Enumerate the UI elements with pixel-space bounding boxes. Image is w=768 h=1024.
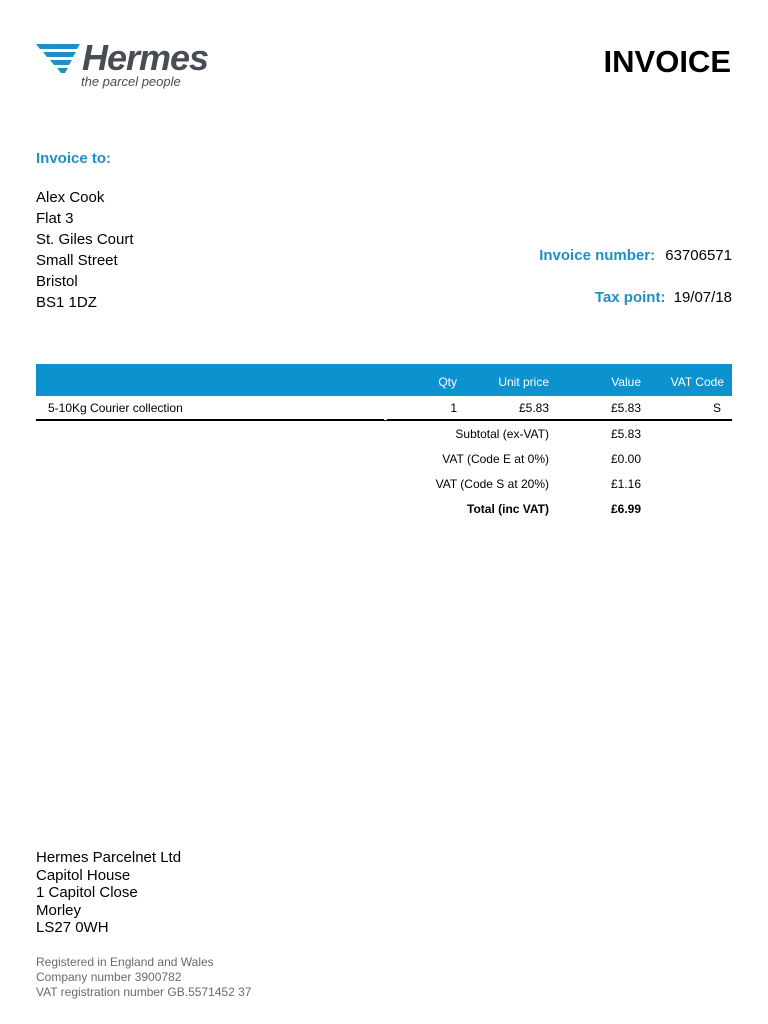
legal-line: VAT registration number GB.5571452 37 [36,985,252,999]
brand-tagline: the parcel people [81,74,181,89]
rule-gap [384,417,387,420]
customer-address-line: Small Street [36,252,118,269]
tax-point-row [595,289,732,307]
company-address-line: Hermes Parcelnet Ltd [36,849,182,866]
summary-label: Total (inc VAT) [467,502,549,516]
brand-name: Hermes [82,37,209,78]
company-address-line: LS27 0WH [36,919,109,937]
invoice-number-value: 63706571 [665,247,732,264]
item-unit-price: £5.83 [518,401,549,415]
summary-row-subtotal [36,427,732,445]
company-address-line: 1 Capitol Close [36,884,138,902]
legal-line: Registered in England and Wales [36,955,214,969]
legal-info [36,955,251,1000]
tax-point-label: Tax point: [594,289,666,306]
summary-row-vat-s [36,477,732,495]
column-header-unit-price: Unit price [498,375,549,389]
customer-address-line: Bristol [36,273,78,290]
invoice-to-label: Invoice to: [36,150,112,167]
invoice-number-row [539,247,732,265]
invoice-number-label: Invoice number: [539,247,656,264]
hermes-logo [36,37,226,92]
table-header [36,364,732,396]
tax-point-value: 19/07/18 [673,289,732,306]
customer-address-line: Flat 3 [36,210,74,227]
customer-address-line: Alex Cook [36,189,105,206]
company-address-line: Capitol House [36,866,131,884]
column-header-qty: Qty [438,375,457,389]
summary-value: £0.00 [610,452,641,466]
item-vat-code: S [712,401,721,415]
customer-address [36,187,134,313]
summary-row-total [36,502,732,520]
summary-value: £6.99 [610,502,641,516]
column-header-vat-code: VAT Code [670,375,724,389]
legal-line: Company number 3900782 [36,970,182,984]
customer-address-line: St. Giles Court [36,231,134,248]
company-address-line: Morley [36,901,82,919]
summary-label: VAT (Code S at 20%) [435,477,549,491]
hermes-speed-lines-icon [36,43,82,73]
summary-row-vat-e [36,452,732,470]
summary-label: Subtotal (ex-VAT) [455,427,549,441]
item-description: 5-10Kg Courier collection [48,401,183,415]
customer-address-line: BS1 1DZ [36,294,97,311]
summary-value: £1.16 [610,477,641,491]
item-value: £5.83 [610,401,641,415]
summary-value: £5.83 [610,427,641,441]
summary-label: VAT (Code E at 0%) [442,452,549,466]
item-qty: 1 [450,401,457,415]
document-title: INVOICE [603,44,731,79]
column-header-value: Value [611,375,641,389]
company-address [36,849,181,937]
